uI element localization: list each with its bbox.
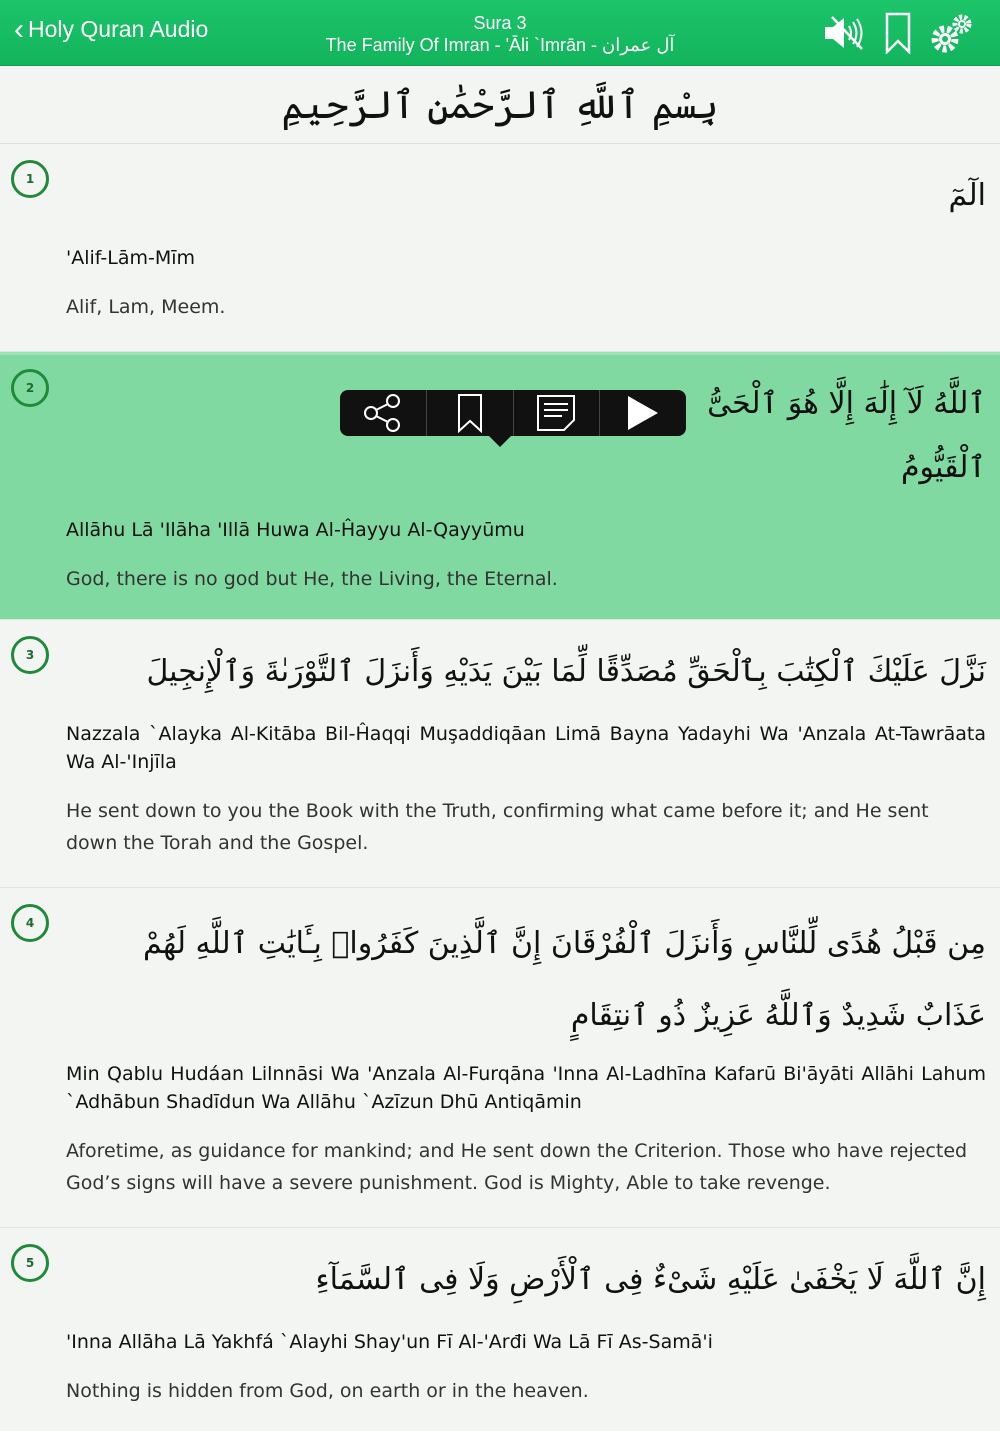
verse-transliteration: 'Alif-Lām-Mīm xyxy=(66,247,196,269)
verse-list xyxy=(0,144,1000,1431)
share-icon xyxy=(361,393,405,433)
chevron-left-icon: ‹ xyxy=(14,12,24,46)
verse-transliteration: Min Qablu Hudáan Lilnnāsi Wa 'Anzala Al-Furqāna 'Inna Al-Ladhīna Kafarū Bi'āyāti Allāhi Lahum `Adhābun Shadīdun Wa Allāhu `Azīzun Dhū Antiqāmin xyxy=(66,1063,986,1113)
gears-icon[interactable] xyxy=(930,12,974,54)
verse-row[interactable] xyxy=(0,620,1000,888)
verse-number: 3 xyxy=(11,636,49,674)
page-title xyxy=(250,12,750,56)
notes-icon xyxy=(536,394,576,432)
verse-row[interactable] xyxy=(0,144,1000,352)
verse-number: 5 xyxy=(11,1244,49,1282)
bookmark-icon[interactable] xyxy=(884,12,912,54)
speaker-muted-icon[interactable] xyxy=(822,14,866,52)
popup-caret xyxy=(489,436,511,447)
verse-row-selected[interactable] xyxy=(0,352,1000,620)
verse-translation: Aforetime, as guidance for mankind; and He sent down the Criterion. Those who have rejected God’s signs will have a severe punishment. God is Mighty, Able to take revenge. xyxy=(66,1140,968,1194)
verse-transliteration: Nazzala `Alayka Al-Kitāba Bil-Ĥaqqi Muşaddiqāan Limā Bayna Yadayhi Wa 'Anzala At-Tawrāata Wa Al-'Injīla xyxy=(66,723,986,773)
verse-translation: Alif, Lam, Meem. xyxy=(66,296,226,318)
play-button[interactable] xyxy=(600,390,686,436)
verse-arabic: إِنَّ ٱللَّهَ لَا يَخْفَىٰ عَلَيْهِ شَىْءٌ فِى ٱلْأَرْضِ وَلَا فِى ٱلسَّمَآءِ xyxy=(315,1262,986,1297)
play-icon xyxy=(626,394,660,432)
nav-bar xyxy=(0,0,1000,66)
back-button[interactable] xyxy=(14,12,209,46)
verse-arabic: مِن قَبْلُ هُدًى لِّلنَّاسِ وَأَنزَلَ ٱلْفُرْقَانَ إِنَّ ٱلَّذِينَ كَفَرُوا۟ بِـَٔايَٰتِ ٱللَّهِ لَهُمْ عَذَابٌ شَدِيدٌ وَٱللَّهُ عَزِيزٌ ذُو ٱنتِقَامٍ xyxy=(143,926,986,1033)
verse-arabic: ٱللَّهُ لَآ إِلَٰهَ إِلَّا هُوَ ٱلْحَىُّ ٱلْقَيُّومُ xyxy=(707,386,986,485)
verse-transliteration: 'Inna Allāha Lā Yakhfá `Alayhi Shay'un Fī Al-'Arđi Wa Lā Fī As-Samā'i xyxy=(66,1331,713,1353)
verse-transliteration: Allāhu Lā 'Ilāha 'Illā Huwa Al-Ĥayyu Al-Qayyūmu xyxy=(66,519,525,541)
sura-name: The Family Of Imran - 'Āli `Imrān - آل عمران xyxy=(325,35,675,55)
verse-translation: He sent down to you the Book with the Truth, confirming what came before it; and He sent down the Torah and the Gospel. xyxy=(66,800,929,854)
back-label: Holy Quran Audio xyxy=(28,16,209,42)
bismillah: بِسْمِ ٱللَّهِ ٱلرَّحْمَٰنِ ٱلرَّحِيمِ xyxy=(0,67,1000,144)
share-button[interactable] xyxy=(340,390,427,436)
bookmark-icon xyxy=(457,393,483,433)
verse-arabic: نَزَّلَ عَلَيْكَ ٱلْكِتَٰبَ بِٱلْحَقِّ مُصَدِّقًا لِّمَا بَيْنَ يَدَيْهِ وَأَنزَلَ ٱلتَّوْرَىٰةَ وَٱلْإِنجِيلَ xyxy=(146,654,986,689)
verse-number: 1 xyxy=(11,160,49,198)
verse-number: 4 xyxy=(11,904,49,942)
bookmark-verse-button[interactable] xyxy=(427,390,514,436)
sura-number: Sura 3 xyxy=(473,13,527,33)
verse-number: 2 xyxy=(11,369,49,407)
verse-row[interactable] xyxy=(0,1228,1000,1431)
verse-arabic: الٓمٓ xyxy=(948,178,986,213)
verse-action-popup xyxy=(340,390,686,436)
verse-row[interactable] xyxy=(0,888,1000,1228)
verse-translation: God, there is no god but He, the Living, the Eternal. xyxy=(66,568,558,590)
notes-button[interactable] xyxy=(514,390,601,436)
verse-translation: Nothing is hidden from God, on earth or in the heaven. xyxy=(66,1380,589,1402)
